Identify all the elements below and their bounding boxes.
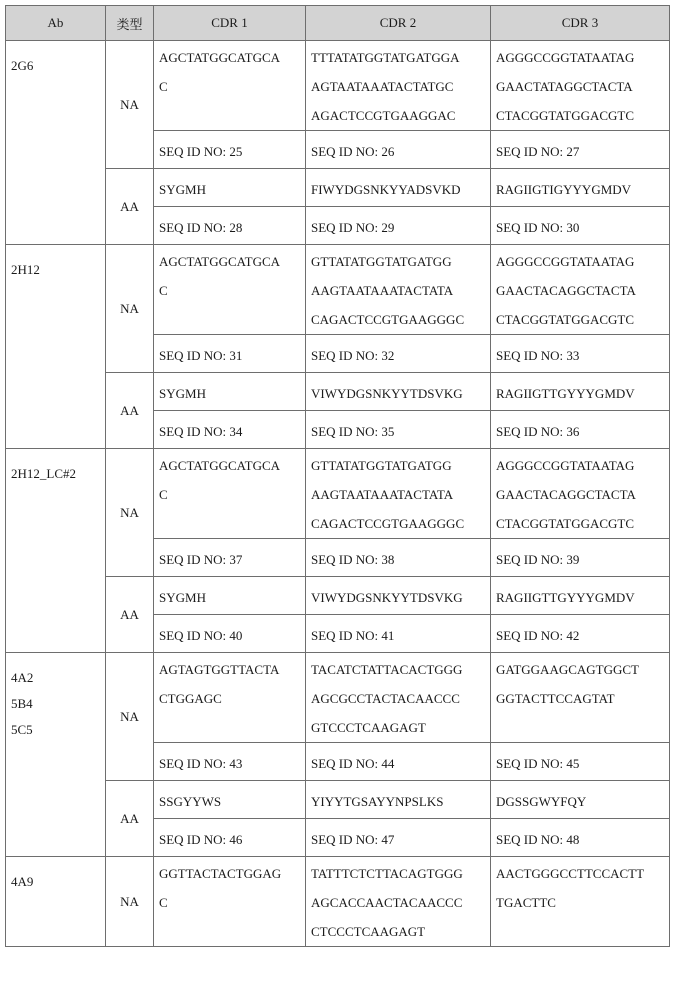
cdr3-na-seq: GATGGAAGCAGTGGCT GGTACTTCCAGTAT [491,653,670,743]
type-na: NA [106,449,154,577]
cdr3-na-seq: AGGGCCGGTATAATAG GAACTACAGGCTACTA CTACGGTATGGACGTC [491,449,670,539]
antibody-name-cell [6,653,106,857]
table-row [6,653,670,743]
cdr2-na-seq: GTTATATGGTATGATGG AAGTAATAAATACTATA CAGACTCCGTGAAGGGC [306,449,491,539]
table-row [6,41,670,131]
table-row [6,449,670,539]
seq-id: SEQ ID NO: 35 [306,411,491,449]
header-type: 类型 [106,6,154,41]
table-row [6,857,670,947]
cdr1-na-seq: GGTTACTACTGGAG C [154,857,306,947]
seq-id: SEQ ID NO: 29 [306,207,491,245]
seq-id: SEQ ID NO: 28 [154,207,306,245]
antibody-name: 2H12 [11,262,40,277]
cdr1-na-seq: AGCTATGGCATGCA C [154,245,306,335]
seq-id: SEQ ID NO: 25 [154,131,306,169]
seq-id: SEQ ID NO: 30 [491,207,670,245]
header-cdr1: CDR 1 [154,6,306,41]
table-row [6,373,670,411]
cdr2-aa-seq: VIWYDGSNKYYTDSVKG [306,373,491,411]
cdr1-aa-seq: SYGMH [154,373,306,411]
seq-id: SEQ ID NO: 46 [154,819,306,857]
seq-id: SEQ ID NO: 27 [491,131,670,169]
cdr2-aa-seq: FIWYDGSNKYYADSVKD [306,169,491,207]
cdr2-na-seq: TATTTCTCTTACAGTGGG AGCACCAACTACAACCC CTCCCTCAAGAGT [306,857,491,947]
seq-id: SEQ ID NO: 44 [306,743,491,781]
seq-id: SEQ ID NO: 43 [154,743,306,781]
cdr3-aa-seq: RAGIIGTTGYYYGMDV [491,373,670,411]
cdr3-na-seq: AACTGGGCCTTCCACTT TGACTTC [491,857,670,947]
cdr1-na-seq: AGCTATGGCATGCA C [154,41,306,131]
antibody-name-cell [6,857,106,947]
cdr2-aa-seq: VIWYDGSNKYYTDSVKG [306,577,491,615]
seq-id: SEQ ID NO: 41 [306,615,491,653]
seq-id: SEQ ID NO: 38 [306,539,491,577]
table-row [6,245,670,335]
seq-id: SEQ ID NO: 33 [491,335,670,373]
cdr3-na-seq: AGGGCCGGTATAATAG GAACTATAGGCTACTA CTACGGTATGGACGTC [491,41,670,131]
antibody-name: 5C5 [11,722,33,737]
cdr3-na-seq: AGGGCCGGTATAATAG GAACTACAGGCTACTA CTACGGTATGGACGTC [491,245,670,335]
table-row [6,577,670,615]
table-row [6,781,670,819]
cdr-sequence-table [5,5,670,947]
cdr1-aa-seq: SYGMH [154,169,306,207]
seq-id: SEQ ID NO: 42 [491,615,670,653]
seq-id: SEQ ID NO: 48 [491,819,670,857]
type-aa: AA [106,781,154,857]
cdr1-na-seq: AGCTATGGCATGCA C [154,449,306,539]
antibody-name: 4A9 [11,874,34,889]
antibody-name: 5B4 [11,696,33,711]
seq-id: SEQ ID NO: 26 [306,131,491,169]
seq-id: SEQ ID NO: 34 [154,411,306,449]
seq-id: SEQ ID NO: 31 [154,335,306,373]
antibody-name: 2G6 [11,58,34,73]
seq-id: SEQ ID NO: 40 [154,615,306,653]
cdr3-aa-seq: DGSSGWYFQY [491,781,670,819]
type-na: NA [106,41,154,169]
header-row [6,6,670,41]
antibody-name: 2H12_LC#2 [11,466,76,481]
cdr3-aa-seq: RAGIIGTIGYYYGMDV [491,169,670,207]
cdr1-aa-seq: SYGMH [154,577,306,615]
cdr1-na-seq: AGTAGTGGTTACTA CTGGAGC [154,653,306,743]
cdr2-aa-seq: YIYYTGSAYYNPSLKS [306,781,491,819]
cdr2-na-seq: GTTATATGGTATGATGG AAGTAATAAATACTATA CAGACTCCGTGAAGGGC [306,245,491,335]
header-cdr2: CDR 2 [306,6,491,41]
type-na: NA [106,857,154,947]
cdr1-aa-seq: SSGYYWS [154,781,306,819]
type-aa: AA [106,577,154,653]
antibody-name-cell [6,41,106,245]
seq-id: SEQ ID NO: 39 [491,539,670,577]
antibody-name-cell [6,245,106,449]
cdr2-na-seq: TACATCTATTACACTGGG AGCGCCTACTACAACCC GTCCCTCAAGAGT [306,653,491,743]
seq-id: SEQ ID NO: 47 [306,819,491,857]
seq-id: SEQ ID NO: 37 [154,539,306,577]
cdr3-aa-seq: RAGIIGTTGYYYGMDV [491,577,670,615]
seq-id: SEQ ID NO: 45 [491,743,670,781]
type-na: NA [106,245,154,373]
antibody-name: 4A2 [11,670,34,685]
header-cdr3: CDR 3 [491,6,670,41]
table-row [6,169,670,207]
antibody-name-cell [6,449,106,653]
cdr2-na-seq: TTTATATGGTATGATGGA AGTAATAAATACTATGC AGACTCCGTGAAGGAC [306,41,491,131]
seq-id: SEQ ID NO: 36 [491,411,670,449]
type-na: NA [106,653,154,781]
seq-id: SEQ ID NO: 32 [306,335,491,373]
type-aa: AA [106,169,154,245]
type-aa: AA [106,373,154,449]
header-ab: Ab [6,6,106,41]
